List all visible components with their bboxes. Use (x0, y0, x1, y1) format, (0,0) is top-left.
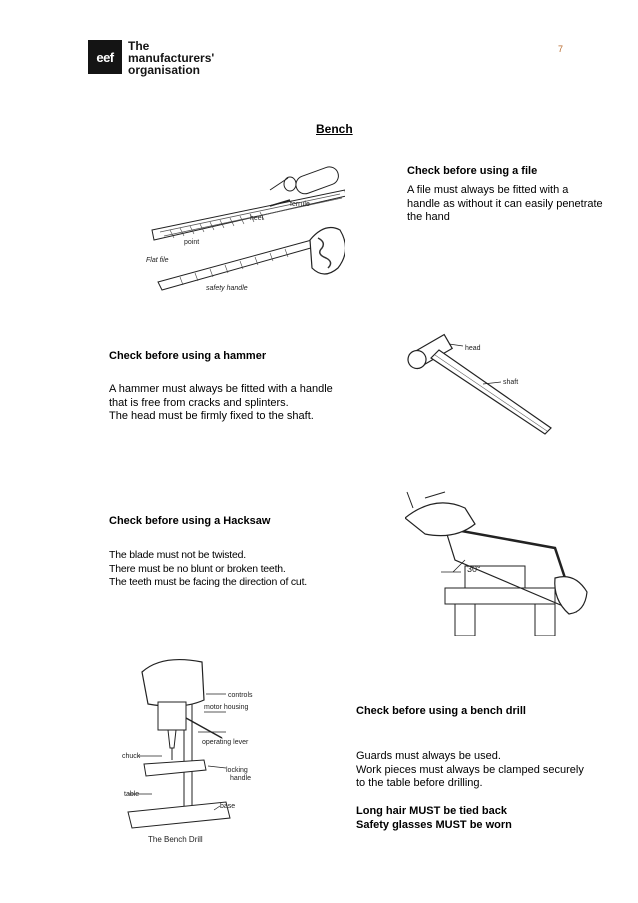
label-safety-handle: safety handle (206, 285, 248, 292)
label-ferrule: ferrule (290, 201, 310, 208)
label-shaft: shaft (503, 379, 519, 386)
label-table: table (124, 791, 140, 798)
label-chuck: chuck (122, 753, 141, 760)
hammer-illustration (405, 322, 555, 442)
text-line: Guards must always be used. (356, 750, 501, 762)
hammer-heading: Check before using a hammer (109, 350, 267, 362)
label-controls: controls (228, 692, 253, 699)
hacksaw-text (109, 549, 307, 590)
bench-drill-illustration (122, 652, 272, 847)
page-number: 7 (558, 44, 564, 54)
text-line: The head must be firmly fixed to the shaft. (109, 410, 314, 422)
label-angle: 30° (467, 564, 481, 574)
hacksaw-illustration (405, 488, 590, 636)
file-illustration (140, 160, 345, 300)
text-line: The teeth must be facing the direction of cut. (109, 576, 308, 588)
logo-line: The (128, 39, 150, 53)
text-line: There must be no blunt or broken teeth. (109, 562, 286, 575)
label-operating-lever: operating lever (202, 739, 249, 746)
text-line: the hand (407, 211, 450, 223)
text-line: to the table before drilling. (356, 777, 483, 789)
logo-wordmark (128, 40, 214, 76)
eef-logo-mark: eef (88, 40, 122, 74)
drill-warnings (356, 805, 512, 832)
logo-line: manufacturers' (128, 51, 215, 65)
drill-caption: The Bench Drill (148, 835, 203, 844)
file-text (407, 184, 603, 225)
label-motor-housing: motor housing (204, 704, 249, 711)
label-base: base (220, 803, 236, 810)
hammer-text (109, 383, 333, 424)
text-line: A file must always be fitted with a (407, 184, 569, 196)
label-head: head (465, 345, 481, 352)
label-handle: handle (230, 775, 252, 782)
text-line: The blade must not be twisted. (109, 549, 246, 561)
warning-line: Safety glasses MUST be worn (356, 818, 512, 831)
hacksaw-heading: Check before using a Hacksaw (109, 515, 271, 527)
text-line: A hammer must always be fitted with a handle (109, 383, 333, 395)
drill-text (356, 750, 584, 791)
text-line: that is free from cracks and splinters. (109, 396, 289, 409)
text-line: Work pieces must always be clamped securely (356, 763, 584, 776)
file-heading: Check before using a file (407, 165, 538, 177)
label-locking: locking (226, 767, 248, 774)
label-flat-file: Flat file (146, 257, 169, 264)
drill-heading: Check before using a bench drill (356, 705, 526, 717)
logo-line: organisation (128, 63, 201, 77)
warning-line: Long hair MUST be tied back (356, 805, 507, 817)
label-heel: heel (250, 215, 264, 222)
label-point: point (184, 239, 200, 246)
text-line: handle as without it can easily penetrate (407, 197, 603, 210)
page-title: Bench (316, 122, 353, 136)
